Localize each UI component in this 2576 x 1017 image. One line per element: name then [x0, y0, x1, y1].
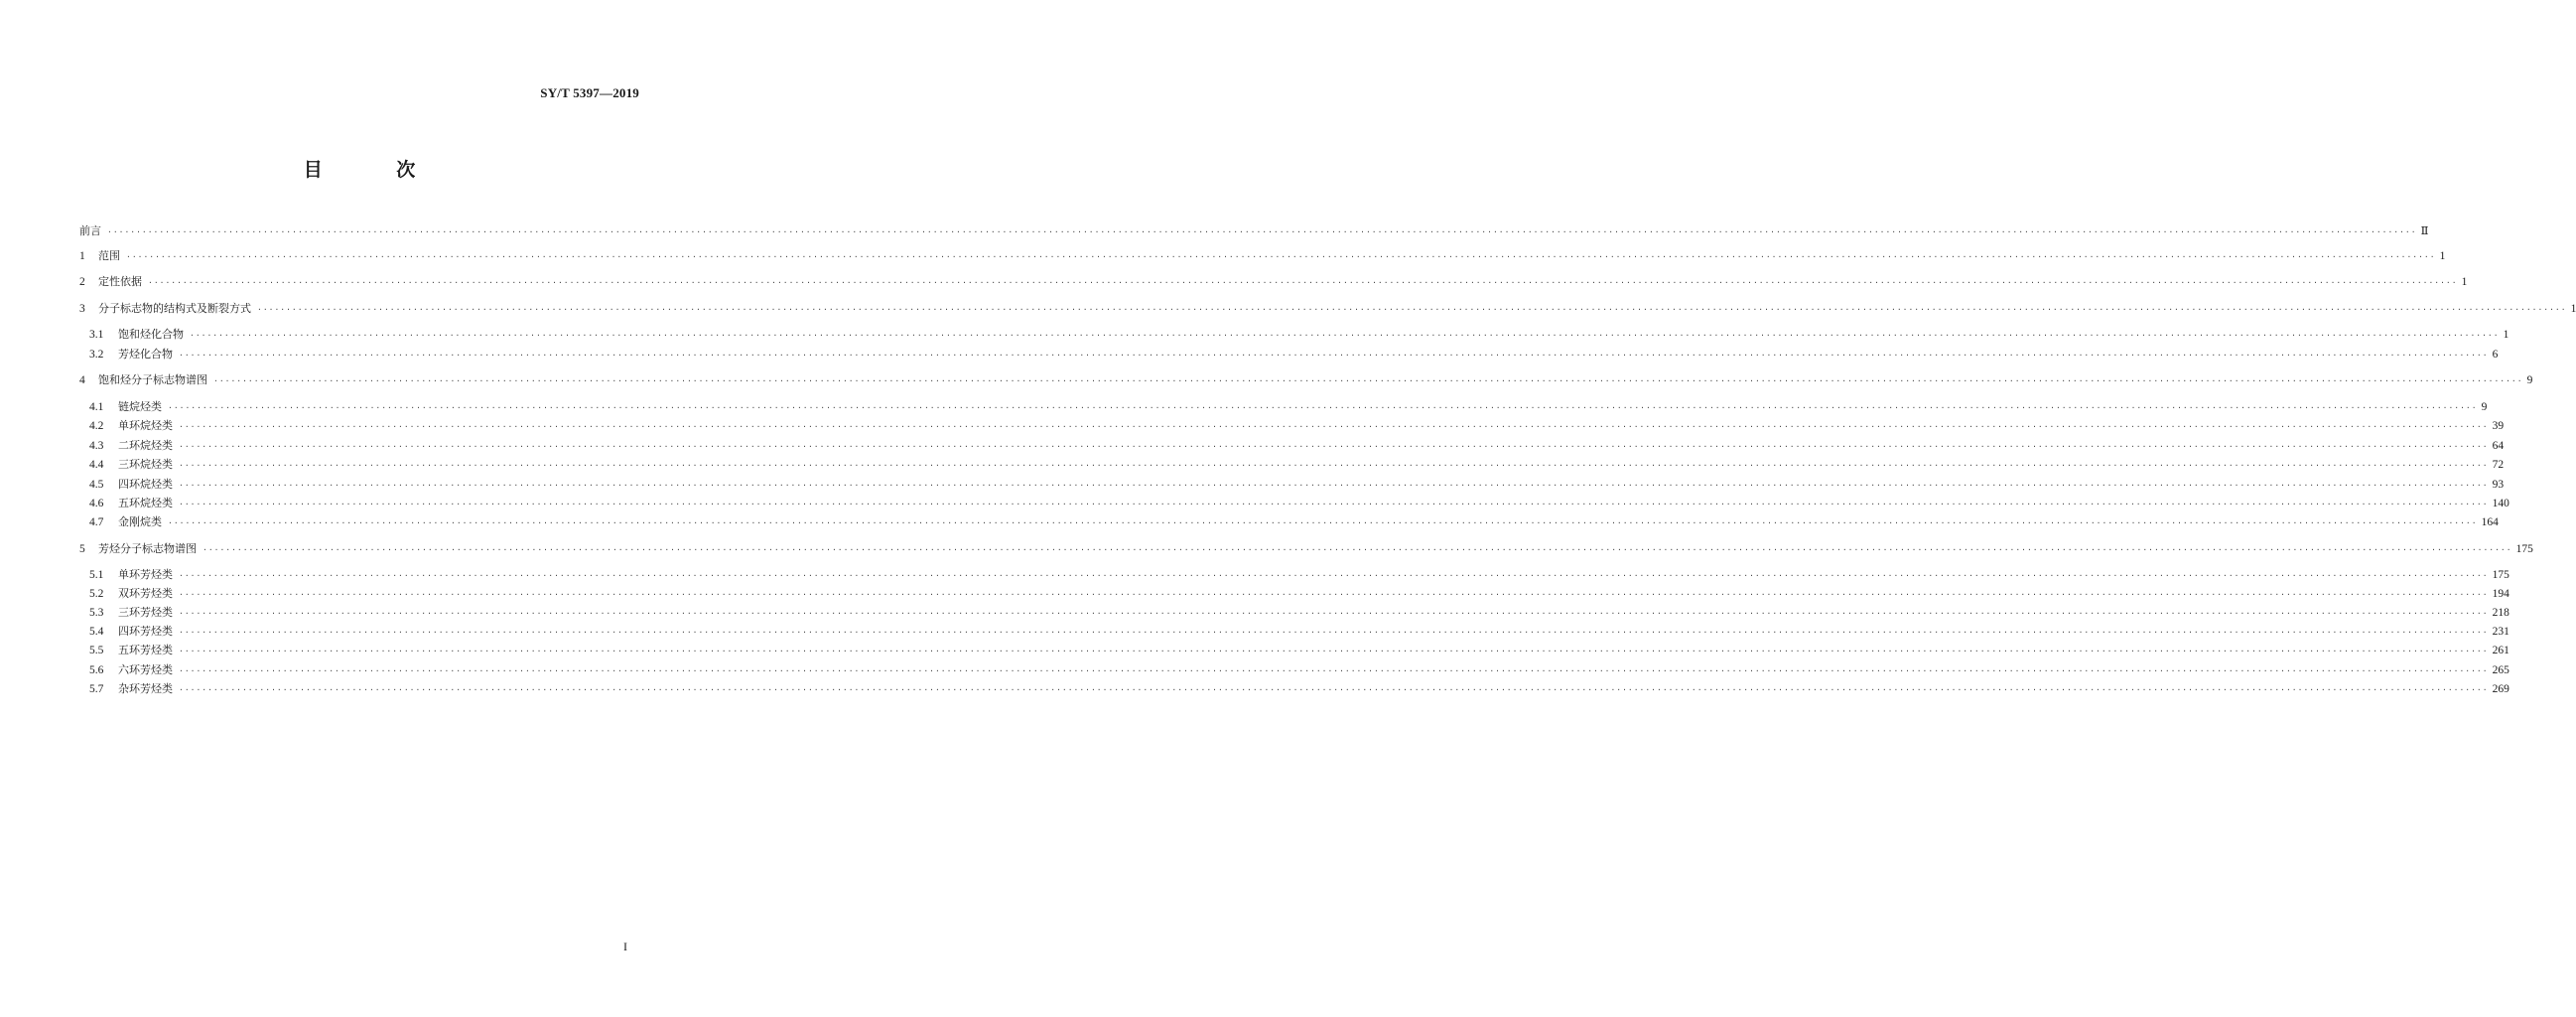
- toc-leader-dots: ················································································································································································································································································································································································································: [179, 685, 2489, 694]
- toc-entry-number: 5.5: [89, 645, 104, 656]
- toc-entry-number: 5.1: [89, 569, 104, 581]
- toc-entry-number: 1: [79, 250, 85, 262]
- toc-entry-page: 6: [2492, 349, 2499, 361]
- toc-entry-page: 39: [2492, 420, 2505, 432]
- toc-entry[interactable]: [89, 680, 2509, 698]
- toc-entry-title: 定性依据: [98, 275, 142, 288]
- toc-leader-dots: ················································································································································································································································································································································································································: [179, 461, 2489, 470]
- toc-entry-title: 饱和烃分子标志物谱图: [98, 373, 207, 386]
- toc-entry-number: 4.1: [89, 401, 104, 413]
- toc-entry-title: 三环芳烃类: [118, 606, 173, 619]
- toc-entry-title: 二环烷烃类: [118, 439, 173, 452]
- toc-leader-dots: ················································································································································································································································································································································································································: [179, 351, 2489, 360]
- toc-leader-dots: ················································································································································································································································································································································································································: [168, 403, 2478, 412]
- toc-entry-title: 四环烷烃类: [118, 478, 173, 491]
- toc-entry-title: 双环芳烃类: [118, 587, 173, 600]
- toc-entry-page: 261: [2492, 645, 2509, 656]
- toc-entry-page: 1: [2503, 329, 2509, 341]
- toc-entry-title: 金刚烷类: [118, 515, 162, 528]
- toc-entry[interactable]: [79, 300, 2576, 318]
- toc-leader-dots: ················································································································································································································································································································································································································: [179, 571, 2489, 580]
- toc-leader-dots: ················································································································································································································································································································································································································: [257, 305, 2567, 314]
- toc-entry-number: 5.7: [89, 683, 104, 695]
- toc-leader-dots: ················································································································································································································································································································································································································: [179, 481, 2489, 490]
- toc-entry-page: 72: [2492, 459, 2505, 471]
- toc-entry[interactable]: [89, 326, 2509, 344]
- toc-entry-page: 1: [2570, 303, 2576, 315]
- toc-entry[interactable]: [89, 642, 2509, 659]
- toc-entry-number: 4.2: [89, 420, 104, 432]
- toc-entry-page: 231: [2492, 626, 2509, 638]
- toc-entry-number: 4: [79, 374, 85, 386]
- toc-entry[interactable]: [89, 495, 2509, 512]
- toc-entry-page: 9: [2526, 374, 2533, 386]
- toc-leader-dots: ················································································································································································································································································································································································································: [179, 628, 2489, 637]
- page-title: 目 次: [303, 159, 450, 181]
- toc-entry-number: 3: [79, 303, 85, 315]
- toc-entry-page: 93: [2492, 479, 2505, 491]
- toc-entry-title: 单环芳烃类: [118, 568, 173, 581]
- toc-entry-page: 175: [2492, 569, 2509, 581]
- toc-entry[interactable]: [89, 417, 2505, 435]
- toc-entry-number: 5.3: [89, 607, 104, 619]
- toc-entry[interactable]: [79, 540, 2533, 558]
- toc-entry-title: 五环烷烃类: [118, 497, 173, 509]
- toc-entry-title: 四环芳烃类: [118, 625, 173, 638]
- toc-entry-number: 4.4: [89, 459, 104, 471]
- toc-entry-number: 2: [79, 276, 85, 288]
- toc-entry-title: 芳烃分子标志物谱图: [98, 542, 197, 555]
- toc-leader-dots: ················································································································································································································································································································································································································: [179, 590, 2489, 599]
- toc-entry-number: 4.5: [89, 479, 104, 491]
- toc-entry-title: 分子标志物的结构式及断裂方式: [98, 302, 251, 315]
- toc-entry-number: 5.4: [89, 626, 104, 638]
- toc-leader-dots: ················································································································································································································································································································································································································: [179, 666, 2489, 675]
- standard-code: SY/T 5397—2019: [540, 85, 639, 100]
- toc-entry[interactable]: [89, 585, 2509, 603]
- toc-leader-dots: ················································································································································································································································································································································································································: [126, 252, 2436, 261]
- toc-entry-title: 五环芳烃类: [118, 644, 173, 656]
- toc-entry-number: 3.1: [89, 329, 104, 341]
- toc-entry[interactable]: [89, 661, 2509, 679]
- toc-entry-number: 3.2: [89, 349, 104, 361]
- toc-entry[interactable]: [89, 623, 2509, 641]
- toc-entry-page: 9: [2481, 401, 2488, 413]
- toc-entry-number: 4.7: [89, 516, 104, 528]
- toc-entry-number: 5.2: [89, 588, 104, 600]
- toc-entry[interactable]: [89, 437, 2505, 455]
- toc-entry-title: 范围: [98, 249, 120, 262]
- toc-entry-title: 芳烃化合物: [118, 348, 173, 361]
- toc-entry-number: 5.6: [89, 664, 104, 676]
- toc-entry-number: 4.6: [89, 498, 104, 509]
- toc-entry[interactable]: [89, 513, 2499, 531]
- toc-leader-dots: ················································································································································································································································································································································································································: [179, 647, 2489, 655]
- toc-entry[interactable]: [79, 371, 2533, 389]
- toc-leader-dots: ················································································································································································································································································································································································································: [190, 331, 2500, 340]
- toc-entry[interactable]: [79, 247, 2446, 265]
- toc-leader-dots: ················································································································································································································································································································································································································: [213, 376, 2523, 385]
- toc-entry-page: 140: [2492, 498, 2509, 509]
- toc-leader-dots: ················································································································································································································································································································································································································: [148, 278, 2458, 287]
- toc-entry-number: 5: [79, 543, 85, 555]
- toc-entry-title: 六环芳烃类: [118, 663, 173, 676]
- toc-entry-page: 175: [2515, 543, 2533, 555]
- page-number: I: [623, 940, 627, 953]
- toc-entry[interactable]: [89, 476, 2505, 494]
- toc-entry-page: 164: [2481, 516, 2499, 528]
- toc-entry-title: 杂环芳烃类: [118, 682, 173, 695]
- toc-entry[interactable]: [79, 273, 2468, 291]
- toc-leader-dots: ················································································································································································································································································································································································································: [179, 500, 2489, 508]
- toc-entry[interactable]: [89, 346, 2499, 363]
- toc-entry-title: 单环烷烃类: [118, 419, 173, 432]
- toc-leader-dots: ················································································································································································································································································································································································································: [179, 442, 2489, 451]
- toc-entry[interactable]: [89, 456, 2505, 474]
- toc-entry-title: 三环烷烃类: [118, 458, 173, 471]
- toc-entry-title: 饱和烃化合物: [118, 328, 184, 341]
- toc-entry[interactable]: [89, 566, 2509, 584]
- toc-entry-title: 前言: [79, 224, 101, 237]
- toc-entry-page: 64: [2492, 440, 2505, 452]
- toc-entry-page: 1: [2439, 250, 2446, 262]
- toc-entry-page: 218: [2492, 607, 2509, 619]
- toc-entry[interactable]: [79, 222, 2429, 240]
- toc-leader-dots: ················································································································································································································································································································································································································: [179, 422, 2489, 431]
- toc-leader-dots: ················································································································································································································································································································································································································: [107, 227, 2417, 236]
- toc-leader-dots: ················································································································································································································································································································································································································: [203, 545, 2512, 554]
- toc-entry-page: 265: [2492, 664, 2509, 676]
- toc-entry[interactable]: [89, 398, 2488, 416]
- toc-entry-page: 1: [2461, 276, 2468, 288]
- toc-entry-title: 链烷烃类: [118, 400, 162, 413]
- toc-entry-number: 4.3: [89, 440, 104, 452]
- toc-entry-page: Ⅱ: [2420, 225, 2429, 237]
- toc-entry-page: 269: [2492, 683, 2509, 695]
- toc-leader-dots: ················································································································································································································································································································································································································: [168, 518, 2478, 527]
- toc-entry-page: 194: [2492, 588, 2509, 600]
- toc-entry[interactable]: [89, 604, 2509, 622]
- toc-leader-dots: ················································································································································································································································································································································································································: [179, 609, 2489, 618]
